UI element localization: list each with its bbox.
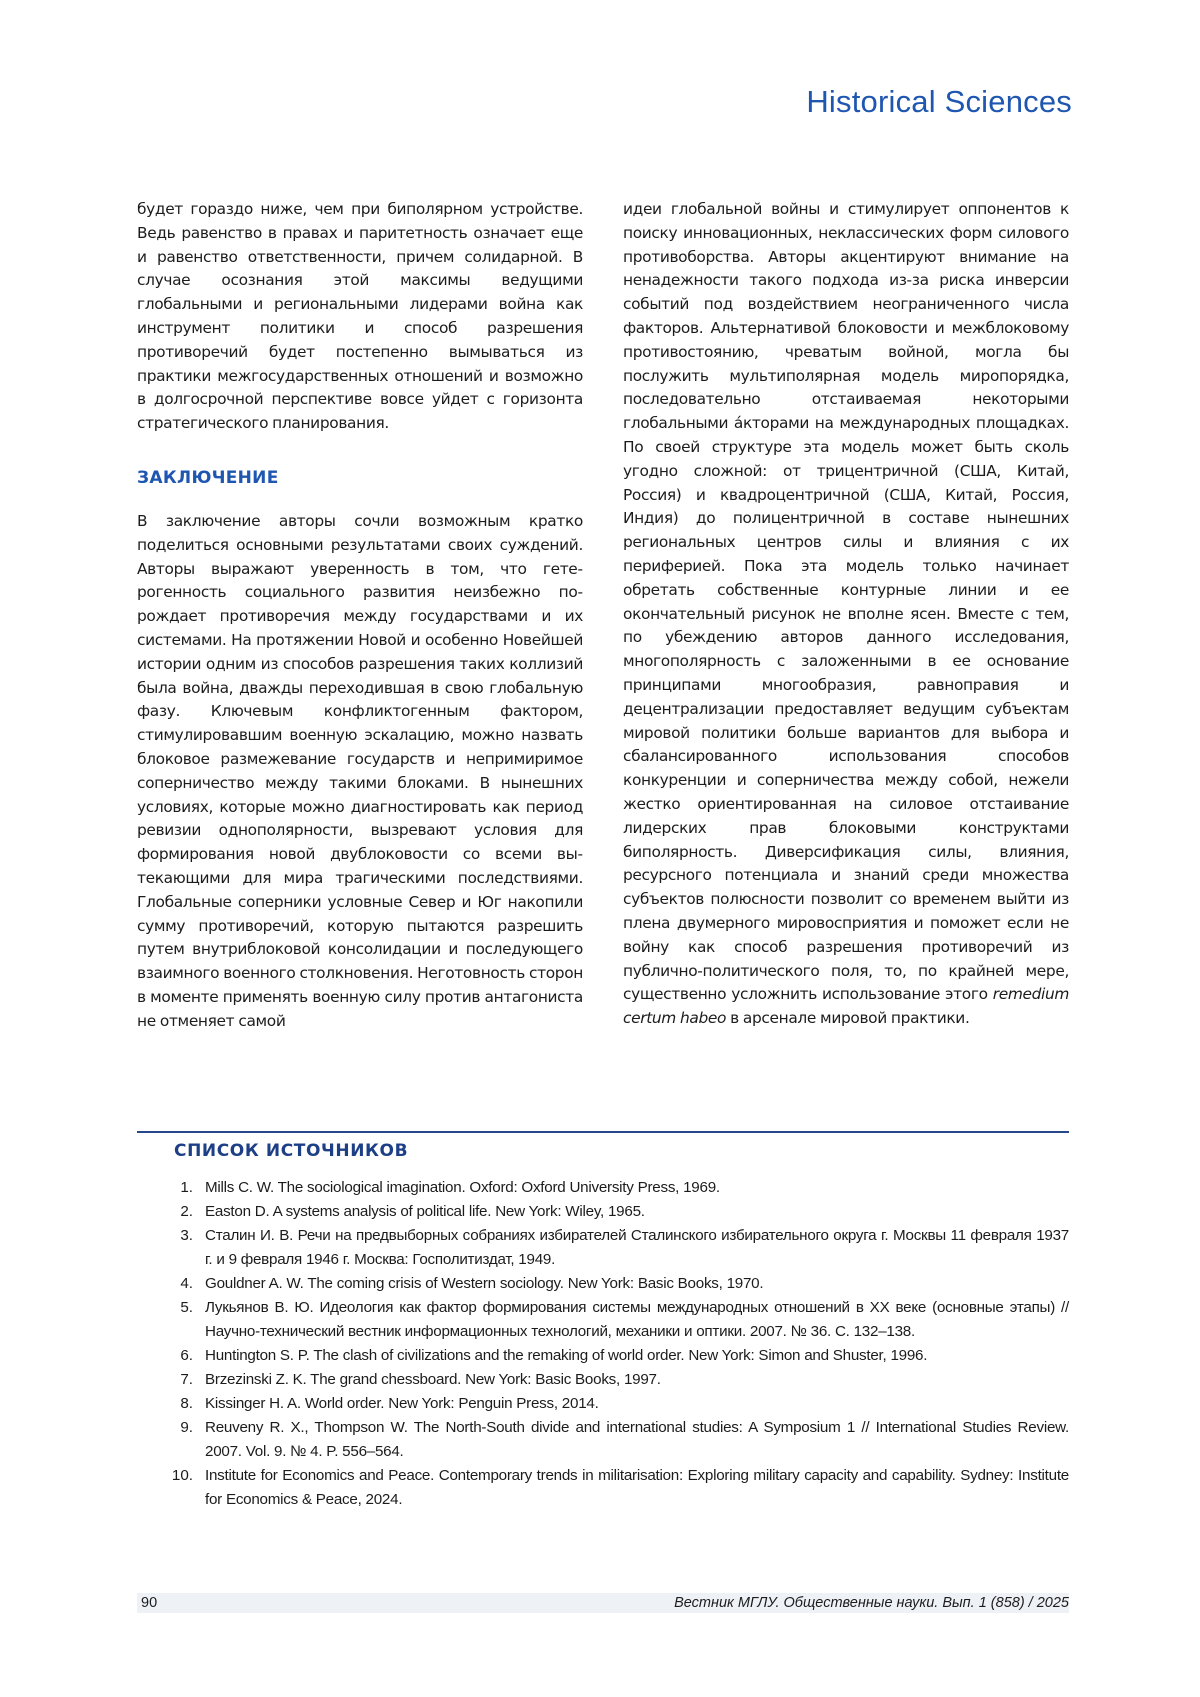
reference-item [150, 1344, 1069, 1368]
reference-item [150, 1368, 1069, 1392]
reference-text: Brzezinski Z. K. The grand chessboard. New York: Basic Books, 1997. [205, 1371, 661, 1388]
body-columns [137, 198, 1069, 1034]
running-head: Historical Sciences [806, 84, 1072, 119]
reference-number: 7. [180, 1371, 193, 1388]
journal-citation: Вестник МГЛУ. Общественные науки. Вып. 1 (858) / 2025 [674, 1595, 1069, 1611]
reference-item [150, 1464, 1069, 1512]
reference-item [150, 1224, 1069, 1272]
reference-number: 1. [180, 1179, 193, 1196]
reference-number: 10. [171, 1467, 193, 1484]
reference-number: 2. [180, 1203, 193, 1220]
reference-text: Сталин И. В. Речи на предвыборных собраниях избирателей Сталинского избирательного округа г. Москвы 11 февраля 1937 г. и 9 февраля 1946 г. Москва: Госполитиздат, 1949. [205, 1227, 1069, 1268]
reference-number: 4. [180, 1275, 193, 1292]
reference-number: 3. [180, 1227, 193, 1244]
right-column [623, 198, 1069, 1034]
reference-text: Reuveny R. X., Thompson W. The North-South divide and international studies: A Symposium 1 // International Studies Review. 2007. Vol. 9. № 4. P. 556–564. [205, 1419, 1069, 1460]
section-heading-conclusion: ЗАКЛЮЧЕНИЕ [137, 467, 279, 488]
reference-item [150, 1296, 1069, 1344]
paragraph-tail-text: в арсенале мировой практики. [726, 1009, 970, 1028]
reference-number: 9. [180, 1419, 193, 1436]
reference-text: Лукьянов В. Ю. Идеология как фактор формирования системы международных отношений в XX веке (основные этапы) // Научно-технический вестник информационных технологий, механики и оптики. 2007. № 36. С. 132–138. [205, 1299, 1069, 1340]
reference-item [150, 1176, 1069, 1200]
references-title: СПИСОК ИСТОЧНИКОВ [174, 1141, 409, 1161]
paragraph-main-text: идеи глобальной войны и стимулирует оппонентов к поиску инновационных, неклассических форм силового противоборства. Авторы акцентируют внимание на ненадежности такого подхода из-за риска инверсии событий под воздействием неограниченного числа факторов. Альтернативой блоковости и межблоковому противостоянию, чреватым войной, могла бы послужить мультиполярная модель миропорядка, последовательно отстаиваемая некоторыми глобальными áкторами на международных площадках. По своей структуре эта модель может быть сколь угодно сложной: от трицентричной (США, Китай, Россия) и квадроцентричной (США, Китай, Россия, Индия) до полицентричной в составе нынешних региональных центров силы и влияния с их периферией. Пока эта модель только начинает обретать собственные контурные линии и ее окончательный рисунок не вполне ясен. Вместе с тем, по убеждению авторов данного исследования, многополярность с заложенными в ее основание принципами многообразия, равноправия и децентрализации предоставляет ведущим субъектам мировой политики больше вариантов для выбора и сбалансированного использования способов конкуренции и соперничества между собой, нежели жестко ориентированная на силовое отстаивание лидерских прав блоковыми конструктами биполярность. Диверсификация силы, влияния, ресурсного потенциала и знаний среди множества субъектов полюсности позволит со временем выйти из плена двумерного мировосприятия и поможет если не войну как способ разрешения противоречий из публично-политического поля, то, по крайней мере, существенно усложнить использование этого [623, 200, 1069, 1004]
reference-text: Gouldner A. W. The coming crisis of Western sociology. New York: Basic Books, 1970. [205, 1275, 764, 1292]
reference-text: Institute for Economics and Peace. Contemporary trends in militarisation: Exploring military capacity and capability. Sydney: Institute for Economics & Peace, 2024. [205, 1467, 1069, 1508]
left-column [137, 198, 583, 1034]
latin-phrase: remedium certum habeo [623, 985, 1069, 1028]
reference-text: Huntington S. P. The clash of civilizations and the remaking of world order. New York: Simon and Shuster, 1996. [205, 1347, 928, 1364]
reference-item [150, 1392, 1069, 1416]
references-divider [137, 1131, 1069, 1133]
reference-text: Easton D. A systems analysis of political life. New York: Wiley, 1965. [205, 1203, 645, 1220]
page-number: 90 [141, 1595, 158, 1611]
paragraph-conclusion: В заключение авторы сочли возможным кратко поделиться основными результатами своих суждений. Авторы выражают уверенность в том, что гетерогенность социального развития неизбежно порождает противоречия между государствами и их системами. На протяжении Новой и особенно Новейшей истории одним из способов разрешения таких коллизий была война, дважды переходившая в свою глобальную фазу. Ключевым конфликтогенным фактором, стимулировавшим военную эскалацию, можно назвать блоковое размежевание государств и непримиримое соперничество между такими блоками. В нынешних условиях, которые можно диагностировать как период ревизии однополярности, вызревают условия для формирования новой двублоковости со всеми вытекающими для мира трагическими последствиями. Глобальные соперники условные Север и Юг накопили сумму противоречий, которую пытаются разрешить путем внутриблоковой консолидации и последующего взаимного военного столкновения. Неготовность сторон в моменте применять военную силу против антагониста не отменяет самой [137, 511, 583, 1030]
reference-number: 5. [180, 1299, 193, 1316]
reference-item [150, 1272, 1069, 1296]
reference-text: Kissinger H. A. World order. New York: Penguin Press, 2014. [205, 1395, 599, 1412]
reference-number: 8. [180, 1395, 193, 1412]
reference-number: 6. [180, 1347, 193, 1364]
reference-item [150, 1416, 1069, 1464]
paragraph-conclusion-continued [623, 198, 1069, 1031]
reference-item [150, 1200, 1069, 1224]
page-footer [137, 1593, 1069, 1613]
reference-text: Mills C. W. The sociological imagination. Oxford: Oxford University Press, 1969. [205, 1179, 720, 1196]
references-list [150, 1176, 1069, 1512]
paragraph-continued: будет гораздо ниже, чем при биполярном устройстве. Ведь равенство в правах и паритетность означает еще и равенство ответственности, причем солидарной. В случае осознания этой максимы ведущими глобальными и региональными лидерами война как инструмент политики и способ разрешения противоречий будет постепенно вымываться из практики межгосударственных отношений и возможно в долгосрочной перспективе вовсе уйдет с горизонта стратегического планирования. [137, 200, 583, 433]
